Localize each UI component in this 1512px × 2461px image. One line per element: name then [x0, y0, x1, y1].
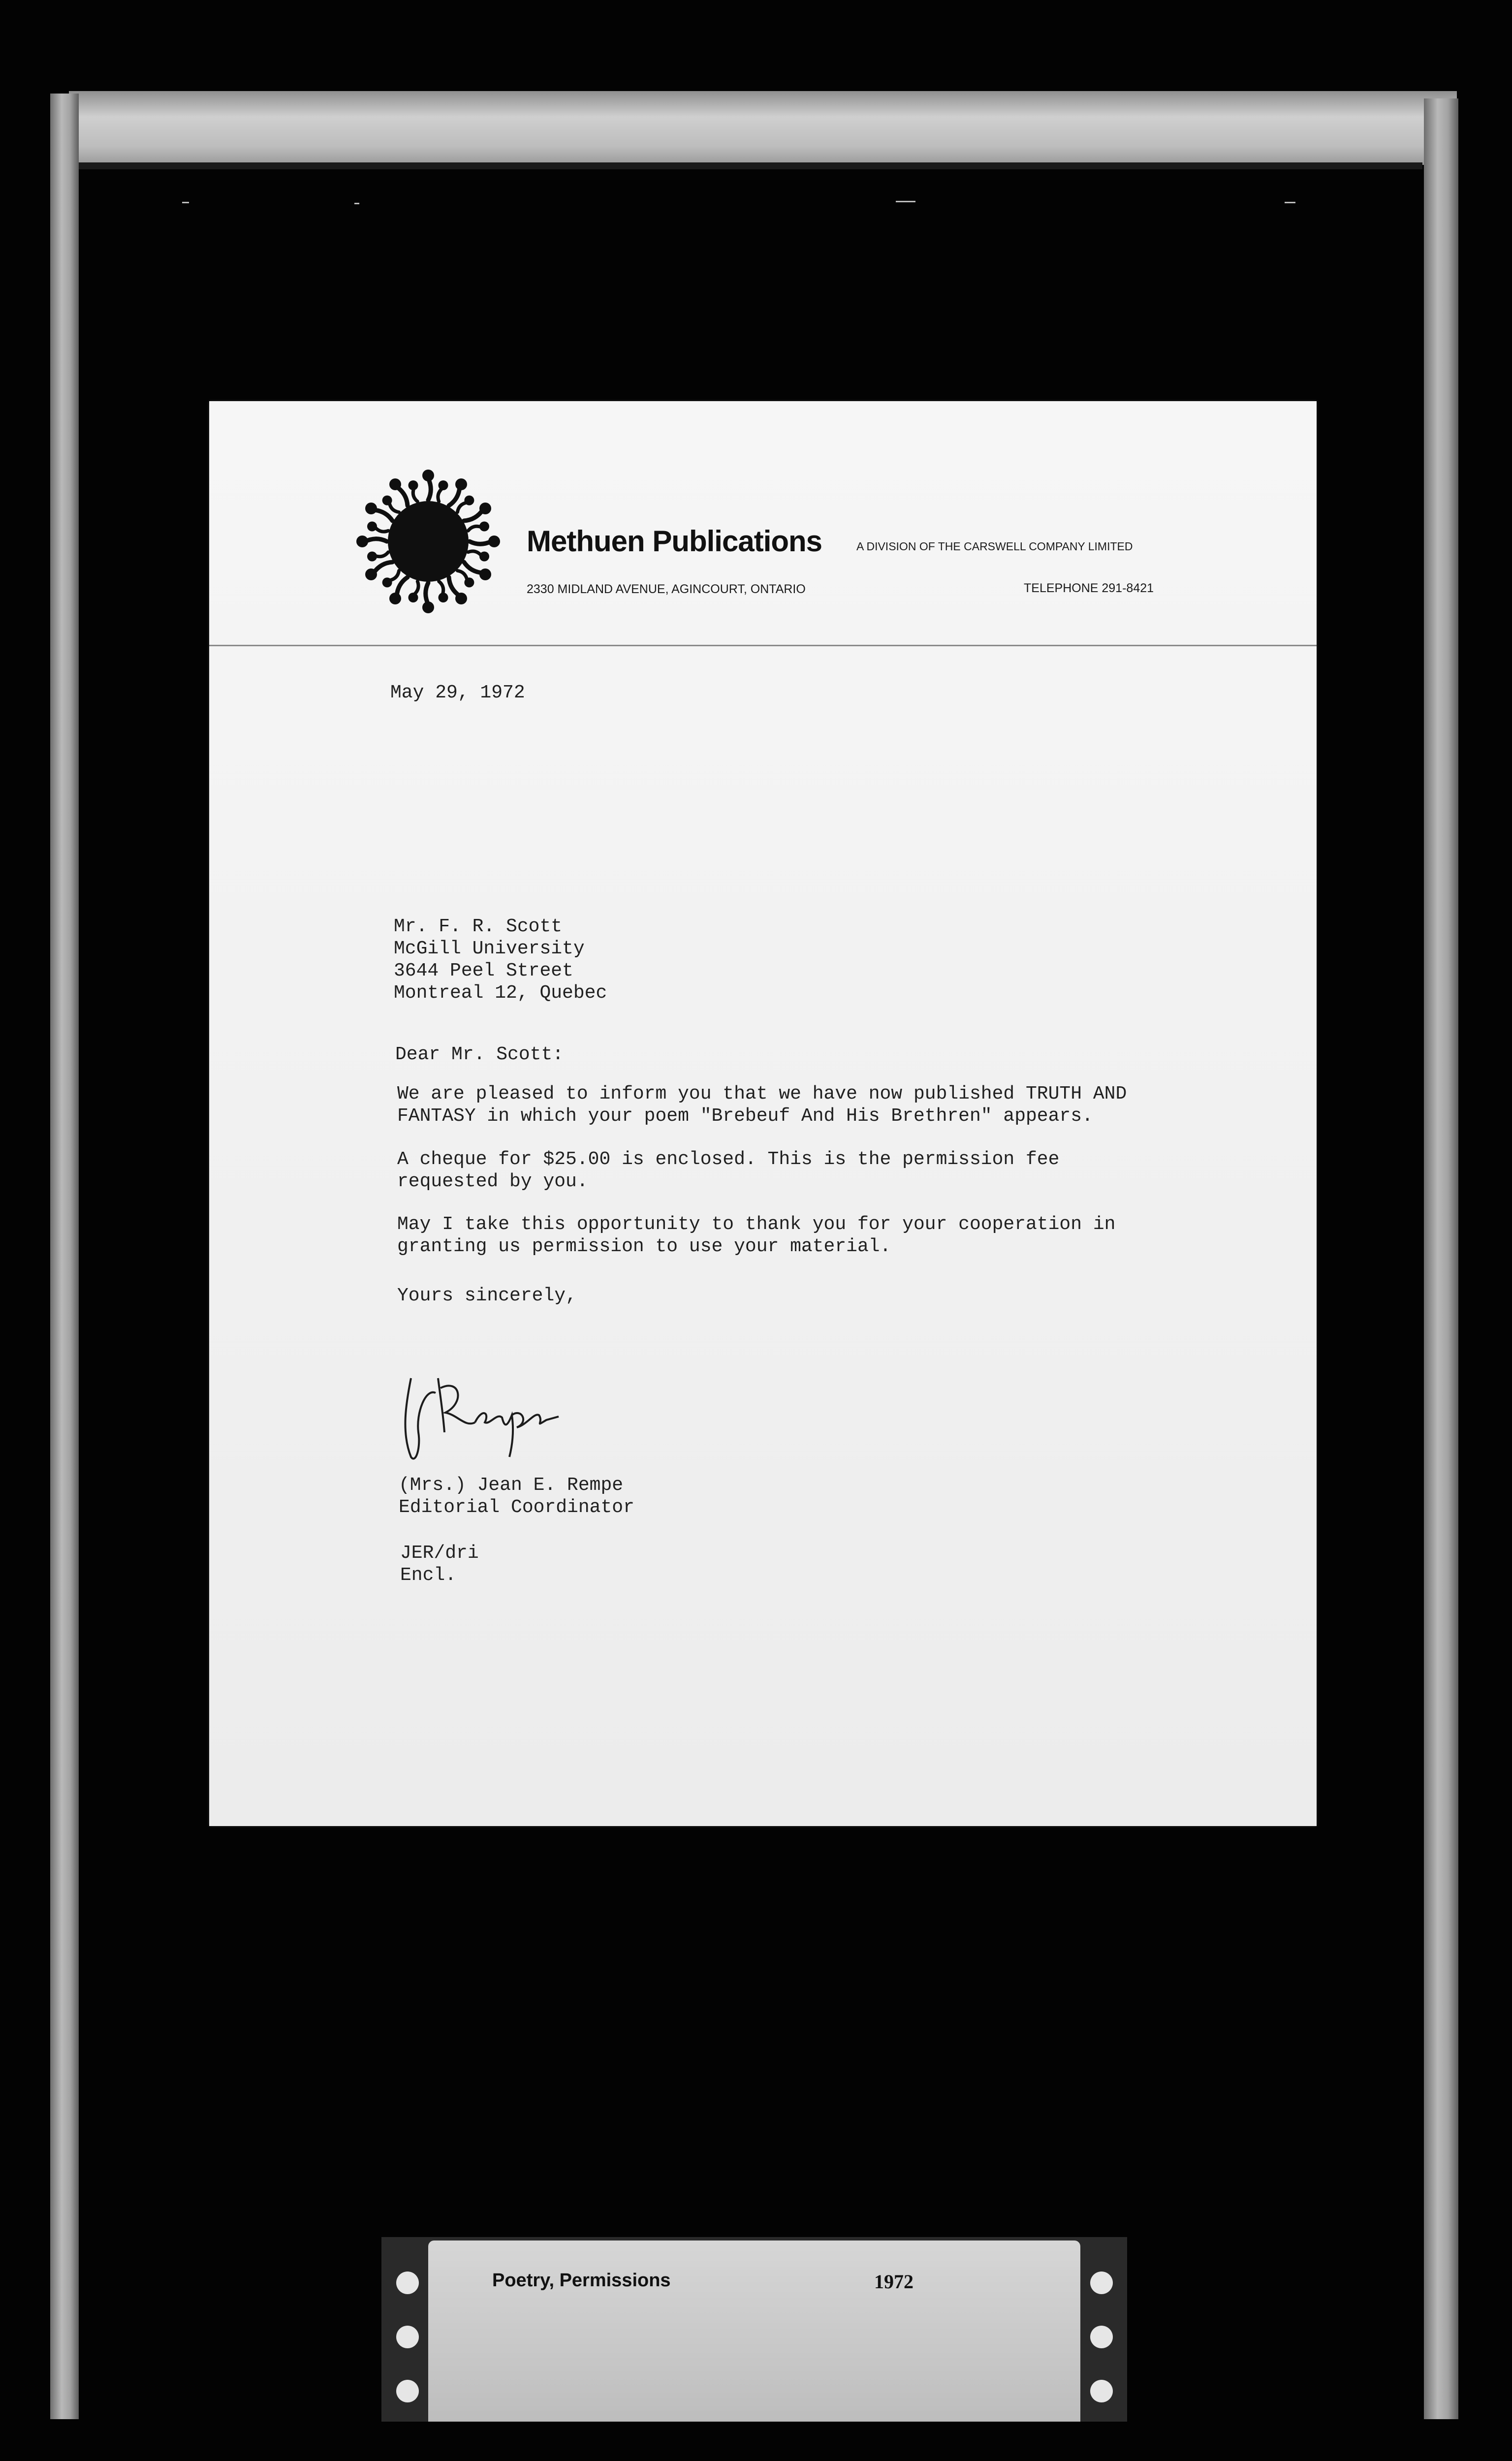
logo-ray-tip — [367, 552, 377, 562]
logo-ray — [464, 562, 483, 573]
signer-name: (Mrs.) Jean E. Rempe — [399, 1475, 624, 1496]
punch-hole — [1090, 2326, 1113, 2348]
logo-ray-tip — [439, 593, 448, 602]
company-telephone: TELEPHONE 291-8421 — [1024, 581, 1154, 595]
logo-ray-tip — [409, 480, 418, 490]
logo-ray — [457, 503, 467, 512]
logo-ray-tip — [464, 577, 474, 587]
logo-ray-tip — [409, 593, 418, 602]
logo-ray-tip — [488, 536, 500, 547]
logo-ray-tip — [389, 593, 401, 604]
punch-hole — [396, 2380, 419, 2402]
logo-ray — [374, 562, 392, 573]
recipient-address — [394, 915, 607, 1004]
letter-date: May 29, 1972 — [390, 682, 525, 703]
logo-ray — [374, 510, 392, 521]
paragraph-line: A cheque for $25.00 is enclosed. This is the permission fee — [397, 1149, 1060, 1170]
logo-ray — [428, 478, 431, 500]
logo-ray-tip — [382, 577, 392, 587]
salutation: Dear Mr. Scott: — [395, 1044, 564, 1065]
punch-hole — [396, 2272, 419, 2294]
punch-hole — [1090, 2380, 1113, 2402]
logo-ray-tip — [382, 496, 392, 505]
dust-speck — [354, 203, 359, 204]
logo-ray-tip — [479, 552, 489, 562]
file-tab-year: 1972 — [874, 2271, 914, 2293]
company-name: Methuen Publications — [527, 525, 822, 558]
punch-hole — [396, 2326, 419, 2348]
paragraph-line: requested by you. — [397, 1171, 588, 1192]
reference-initials: JER/dri — [400, 1543, 479, 1564]
paragraph-line: We are pleased to inform you that we have now published TRUTH AND — [397, 1083, 1127, 1104]
sun-emblem-icon — [354, 468, 502, 615]
recipient-line: 3644 Peel Street — [394, 960, 573, 981]
logo-ray — [426, 583, 428, 604]
reference-block — [400, 1542, 479, 1586]
logo-ray-tip — [455, 478, 467, 490]
logo-ray — [365, 539, 387, 541]
signer-title: Editorial Coordinator — [399, 1497, 634, 1518]
punch-hole — [1090, 2272, 1113, 2294]
logo-ray — [414, 581, 418, 595]
signer-block — [399, 1474, 634, 1518]
dust-speck — [896, 201, 915, 202]
logo-ray — [389, 503, 399, 512]
logo-ray-tip — [439, 480, 448, 490]
film-top-shadow — [69, 162, 1422, 169]
file-label-tab — [428, 2240, 1080, 2422]
logo-ray-tip — [389, 478, 401, 490]
logo-ray-tip — [356, 536, 368, 547]
company-division: A DIVISION OF THE CARSWELL COMPANY LIMITED — [856, 540, 1133, 553]
logo-ray — [389, 570, 399, 580]
recipient-line: Mr. F. R. Scott — [394, 916, 563, 937]
logo-ray-tip — [464, 496, 474, 505]
logo-ray-tip — [365, 503, 377, 514]
logo-ray — [464, 510, 483, 521]
logo-ray-tip — [455, 593, 467, 604]
film-top-band — [69, 91, 1457, 165]
file-tab-category: Poetry, Permissions — [492, 2270, 671, 2291]
logo-ray-tip — [479, 568, 491, 580]
logo-ray — [449, 487, 460, 505]
company-address: 2330 MIDLAND AVENUE, AGINCOURT, ONTARIO — [527, 582, 806, 596]
logo-ray — [470, 541, 491, 544]
logo-ray — [438, 488, 442, 502]
dust-speck — [1285, 202, 1295, 203]
logo-ray — [468, 551, 481, 556]
logo-ray — [375, 527, 388, 532]
closing: Yours sincerely, — [397, 1285, 577, 1306]
paragraph-line: granting us permission to use your material. — [397, 1236, 891, 1257]
logo-ray-tip — [479, 522, 489, 532]
logo-ray — [397, 487, 408, 505]
logo-ray-tip — [365, 568, 377, 580]
enclosure-note: Encl. — [400, 1565, 457, 1586]
logo-ray — [449, 577, 460, 596]
body-paragraph — [397, 1083, 1127, 1127]
letter-page — [209, 401, 1317, 1826]
body-paragraph — [397, 1148, 1059, 1193]
logo-ray-tip — [422, 470, 434, 481]
logo-ray-tip — [422, 601, 434, 613]
paragraph-line: May I take this opportunity to thank you for your cooperation in — [397, 1214, 1116, 1235]
logo-ray — [457, 570, 467, 580]
body-paragraph — [397, 1213, 1115, 1258]
recipient-line: Montreal 12, Quebec — [394, 982, 607, 1004]
film-right-strip — [1424, 98, 1458, 2419]
handwritten-signature — [391, 1358, 568, 1467]
recipient-line: McGill University — [394, 938, 585, 959]
dust-speck — [182, 202, 189, 203]
logo-ray — [397, 577, 408, 596]
letterhead-divider — [209, 645, 1317, 646]
paragraph-line: FANTASY in which your poem "Brebeuf And His Brethren" appears. — [397, 1105, 1093, 1127]
logo-ray-tip — [479, 503, 491, 514]
logo-ray-tip — [367, 522, 377, 532]
film-left-strip — [50, 94, 79, 2419]
